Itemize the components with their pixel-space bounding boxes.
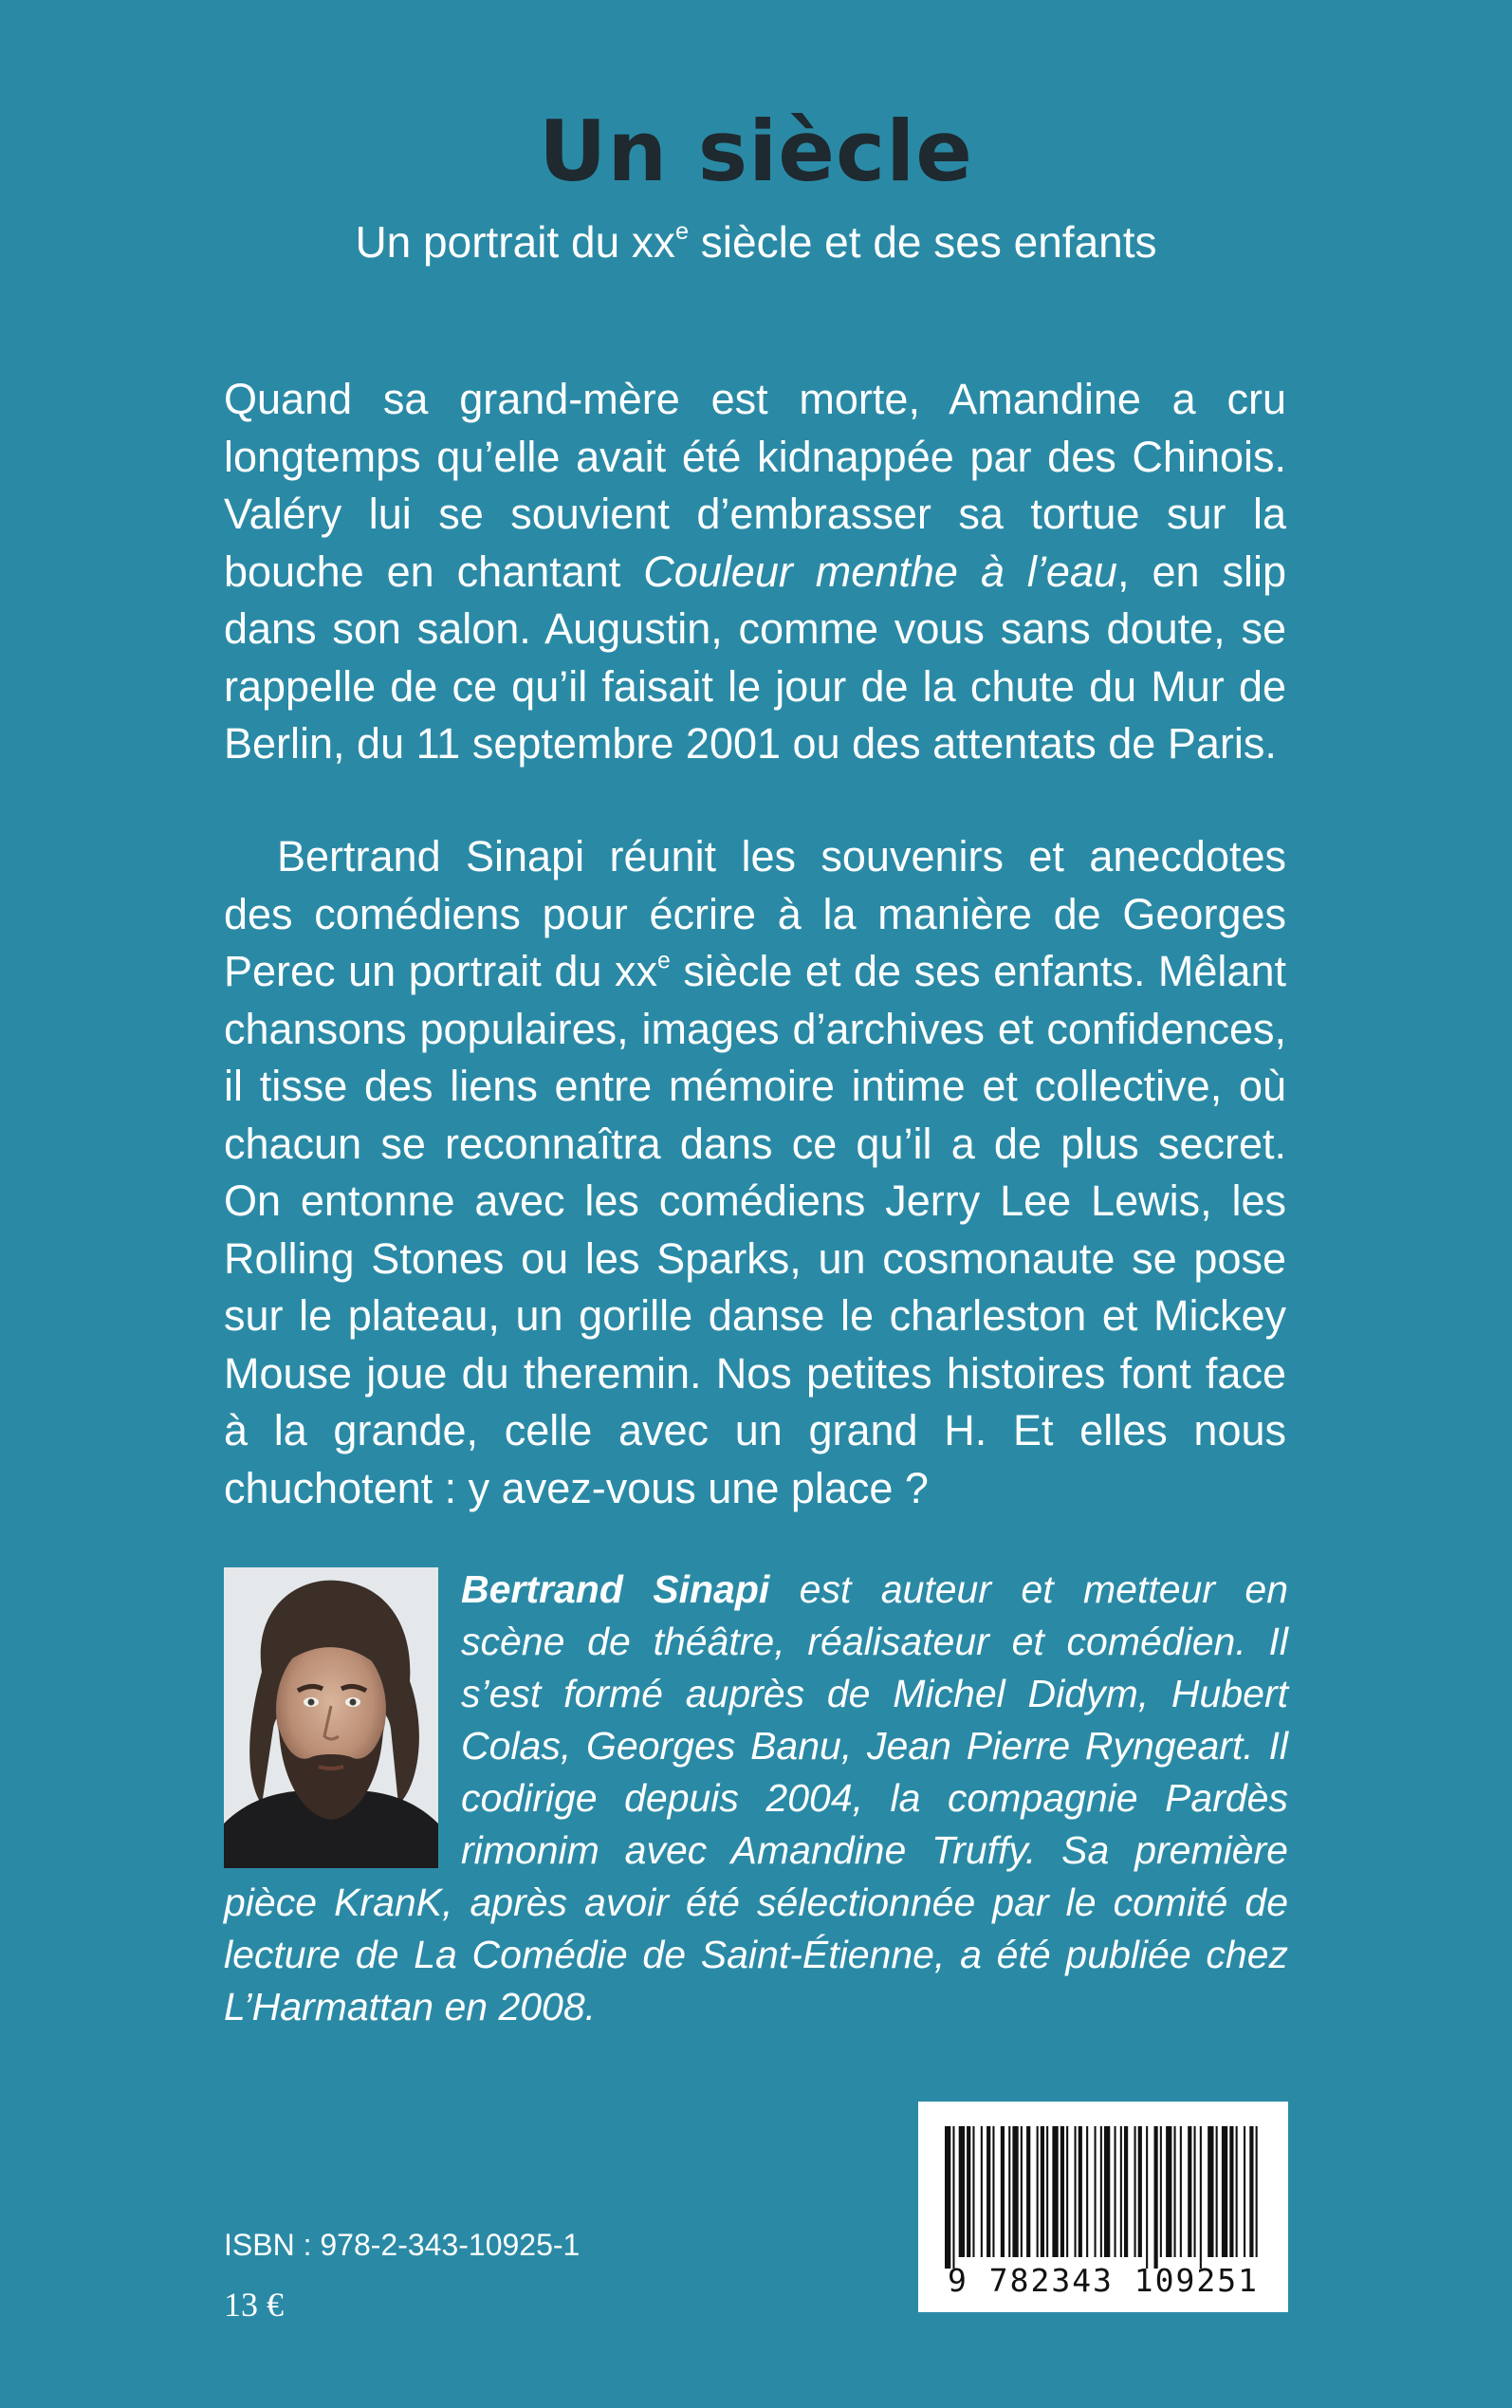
barcode-bar <box>1208 2126 1213 2257</box>
barcode-bar <box>986 2126 990 2257</box>
barcode-bar <box>1236 2126 1238 2257</box>
barcode-bar <box>992 2126 994 2257</box>
barcode-bar <box>1037 2126 1039 2257</box>
author-name: Bertrand Sinapi <box>461 1567 770 1611</box>
song-title: Couleur menthe à l’eau <box>643 546 1117 596</box>
barcode-bar <box>1100 2126 1102 2257</box>
barcode-bar <box>1115 2126 1116 2257</box>
barcode-bar <box>945 2126 950 2269</box>
barcode-bar <box>1066 2126 1068 2257</box>
barcode-bar <box>1052 2126 1058 2257</box>
barcode-bar <box>1166 2126 1171 2257</box>
subtitle-text: Un portrait du xx <box>355 217 675 267</box>
barcode-bar <box>1008 2126 1010 2257</box>
blurb-2-text-end: siècle et de ses enfants. Mêlant chansons populaires, images d’archives et confidences, il tisse des liens entre mémoire intime et collective, où chacun se reconnaîtra dans ce qu’il a de plus secret. On entonne avec les comédiens Jerry Lee Lewis, les Rolling Stones ou les Sparks, un cosmonaute se pose sur le plateau, un gorille danse le charleston et Mickey Mouse joue du theremin. Nos petites histoires font face à la grande, celle avec un grand H. Et elles nous chuchotent : y avez-vous une place ? <box>224 947 1286 1512</box>
blurb-paragraph-1 <box>224 371 1286 773</box>
blurb-1-text-end: , en slip dans son salon. Augustin, comme vous sans doute, se rappelle de ce qu’il faisait le jour de la chute du Mur de Berlin, du 11 septembre 2001 ou des attentats de Paris. <box>224 546 1286 768</box>
barcode-bar <box>1026 2126 1030 2257</box>
blurb-2-superscript: e <box>656 948 671 974</box>
blurb-paragraph-2 <box>224 828 1286 1517</box>
barcode-bar <box>1244 2126 1245 2257</box>
bio-text: est auteur et metteur en scène de théâtre, réalisateur et comédien. Il s’est formé auprès de Michel Didym, Hubert Colas, Georges Banu, Jean Pierre Ryngeart. Il codirige depuis 2004, la compagnie Pardès rimonim avec Amandine Truffy. Sa première pièce KranK, après avoir été sélectionnée par le comité de lecture de La Comédie de Saint-Étienne, a été publiée chez L’Harmattan en 2008. <box>224 1567 1288 2028</box>
barcode-bar <box>1216 2126 1218 2257</box>
subtitle-text-end: siècle et de ses enfants <box>689 217 1157 267</box>
barcode-bar <box>1222 2126 1227 2257</box>
barcode-digits: 9 782343 109251 <box>947 2262 1259 2299</box>
barcode-bar <box>1134 2126 1136 2257</box>
barcode-bar <box>1086 2126 1088 2257</box>
barcode-bar <box>1194 2126 1196 2257</box>
blurb-1-text-start: Quand sa grand-mère est morte, Amandine a cru longtemps qu’elle avait été kidnappée par des Chinois. Valéry lui se souvient d’embrasser sa tortue sur la bouche en chantant <box>224 375 1286 596</box>
barcode-bar <box>1256 2126 1258 2257</box>
subtitle-superscript: e <box>674 218 690 246</box>
barcode-bar <box>1249 2126 1253 2257</box>
author-biography <box>224 1564 1288 2033</box>
barcode-bar <box>967 2126 970 2257</box>
barcode-bar <box>952 2126 954 2269</box>
barcode-bar <box>1154 2126 1158 2269</box>
barcode-bar <box>1079 2126 1082 2257</box>
barcode-bar <box>1060 2126 1064 2257</box>
barcode <box>918 2102 1288 2312</box>
photo-spacer <box>224 1564 461 1875</box>
barcode-bar <box>1146 2126 1148 2269</box>
price: 13 € <box>224 2286 284 2324</box>
barcode-bar <box>1124 2126 1128 2257</box>
barcode-bar <box>1138 2126 1142 2257</box>
barcode-bar <box>1104 2126 1110 2257</box>
barcode-bar <box>1200 2126 1202 2269</box>
barcode-bar <box>1229 2126 1233 2257</box>
barcode-bar <box>959 2126 965 2257</box>
barcode-bar <box>1160 2126 1162 2257</box>
barcode-bar <box>1021 2126 1023 2257</box>
barcode-bar <box>1001 2126 1005 2257</box>
blurb-2-text-start: Bertrand Sinapi réunit les souvenirs et anecdotes des comédiens pour écrire à la manière de Georges Perec un portrait du xx <box>224 832 1286 995</box>
barcode-bar <box>1075 2126 1077 2257</box>
barcode-bar <box>1180 2126 1182 2257</box>
barcode-bar <box>972 2126 974 2257</box>
isbn: ISBN : 978-2-343-10925-1 <box>224 2228 581 2262</box>
barcode-bar <box>1095 2126 1097 2257</box>
book-title: Un siècle <box>539 102 973 200</box>
barcode-bar <box>1174 2126 1176 2257</box>
book-subtitle <box>0 213 1512 270</box>
barcode-bar <box>981 2126 983 2257</box>
barcode-bar <box>1012 2126 1018 2257</box>
barcode-bar <box>1120 2126 1122 2257</box>
barcode-bar <box>1041 2126 1044 2257</box>
barcode-bar <box>1046 2126 1048 2257</box>
barcode-bar <box>1188 2126 1191 2257</box>
